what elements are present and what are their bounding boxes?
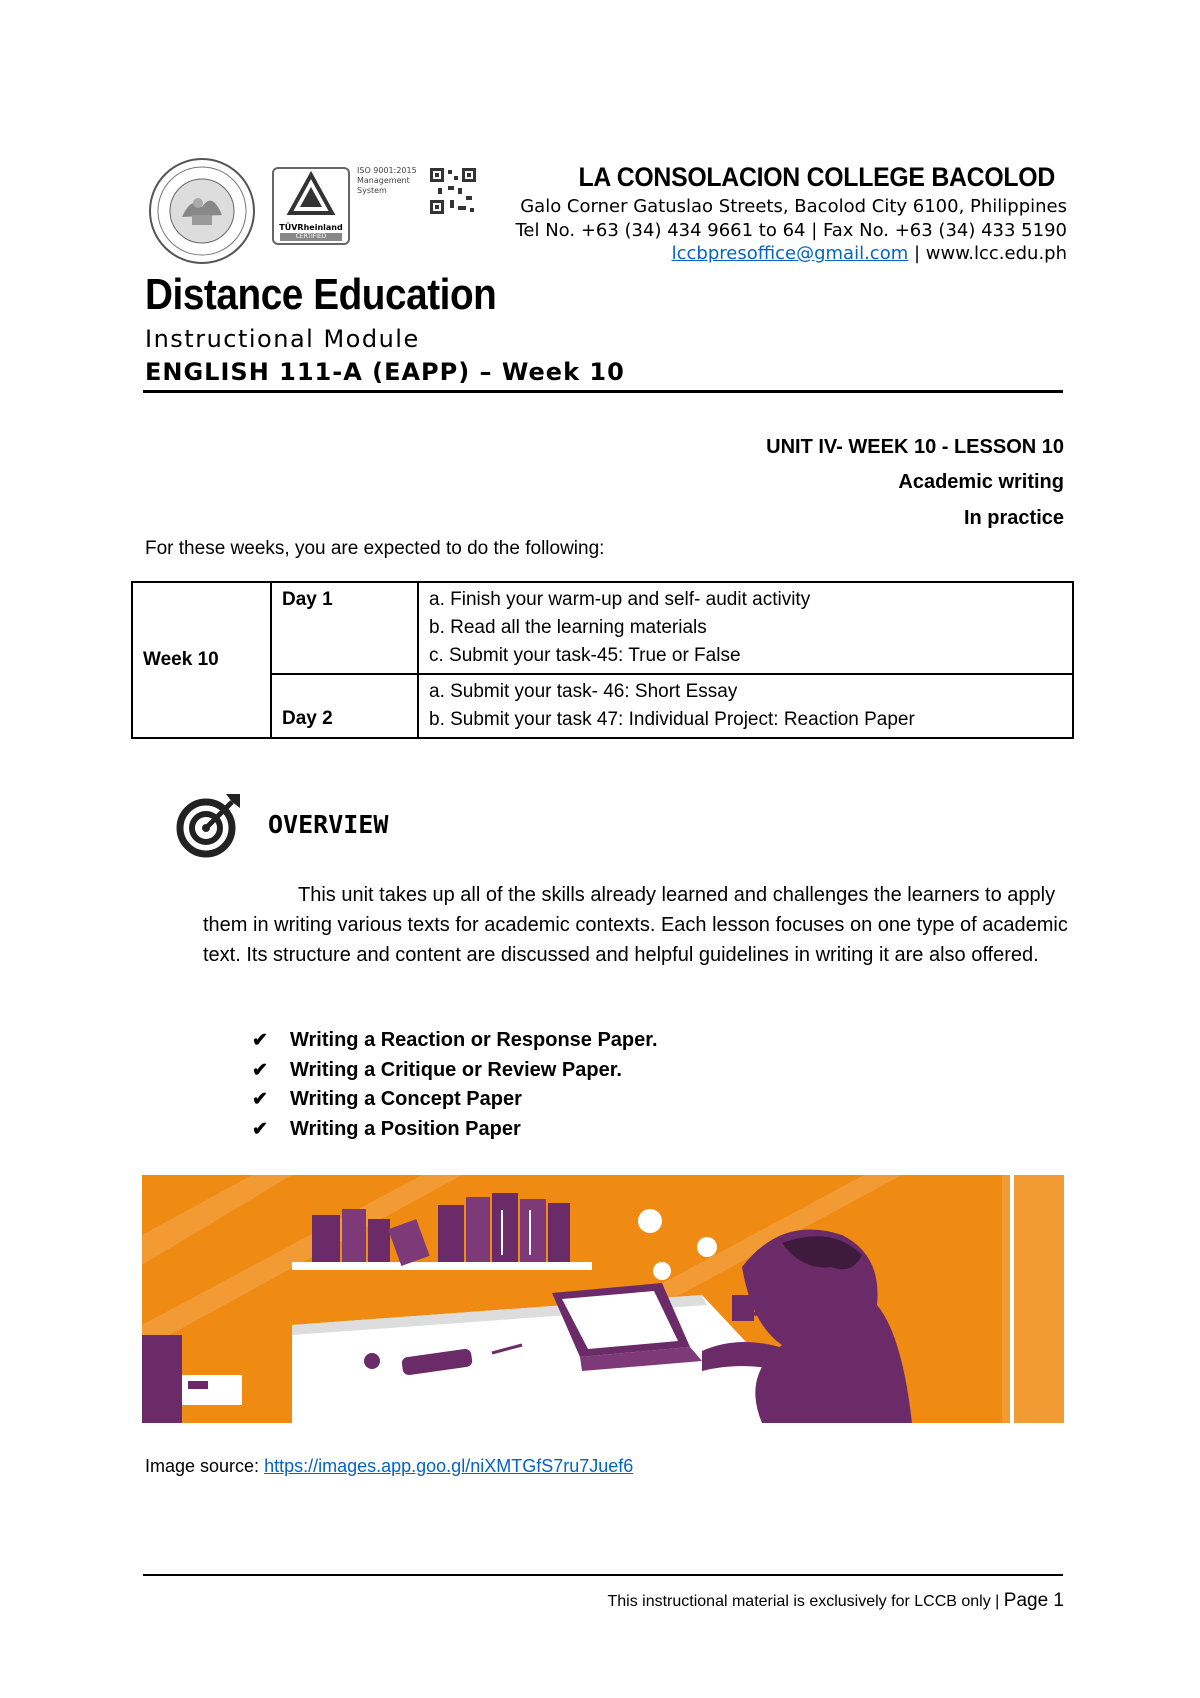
tuv-certification-logo <box>272 167 350 245</box>
table-row <box>132 674 1073 738</box>
image-source <box>145 1456 633 1477</box>
list-item <box>252 1056 658 1086</box>
contact-separator: | <box>908 243 926 264</box>
image-source-link[interactable]: https://images.app.goo.gl/niXMTGfS7ru7Juef6 <box>264 1456 634 1476</box>
day-2-label: Day 2 <box>282 708 333 729</box>
tuv-label: TÜVRheinland <box>279 223 343 232</box>
target-icon <box>176 790 244 858</box>
lesson-list <box>252 1026 658 1144</box>
module-label: Instructional Module <box>145 325 420 353</box>
task-item: c. Submit your task-45: True or False <box>429 645 741 666</box>
task-item: a. Submit your task- 46: Short Essay <box>429 681 738 702</box>
schedule-table <box>131 581 1074 739</box>
table-row <box>132 582 1073 674</box>
lesson-topic-2: In practice <box>963 507 1064 529</box>
footer-divider <box>143 1574 1063 1576</box>
list-item-text: Writing a Critique or Review Paper. <box>290 1058 622 1081</box>
day-2-cell <box>271 674 418 738</box>
email-link[interactable]: lccbpresoffice@gmail.com <box>671 243 909 264</box>
checkmark-icon: ✔ <box>252 1089 268 1110</box>
week-cell: Week 10 <box>132 582 271 738</box>
list-item-text: Writing a Position Paper <box>290 1117 521 1140</box>
list-item <box>252 1026 658 1056</box>
qr-code-icon <box>428 166 478 216</box>
intro-text: For these weeks, you are expected to do the following: <box>145 538 605 559</box>
triangle-icon <box>274 169 348 219</box>
overview-heading: OVERVIEW <box>268 810 389 839</box>
day-1-tasks <box>418 582 1073 674</box>
list-item-text: Writing a Concept Paper <box>290 1088 522 1110</box>
day-1-cell: Day 1 <box>271 582 418 674</box>
task-item: a. Finish your warm-up and self- audit activity <box>429 589 811 610</box>
college-name: LA CONSOLACION COLLEGE BACOLOD <box>578 162 1055 192</box>
college-seal-logo <box>148 157 256 265</box>
day-2-tasks <box>418 674 1073 738</box>
lesson-unit: UNIT IV- WEEK 10 - LESSON 10 <box>766 436 1064 458</box>
page-number: Page 1 <box>1003 1590 1064 1611</box>
footer <box>607 1590 1064 1612</box>
list-item <box>252 1115 658 1145</box>
overview-paragraph <box>203 880 1073 970</box>
tuv-sub-label: CERTIFIED <box>280 233 342 241</box>
page-title: Distance Education <box>145 270 497 319</box>
footer-text: This instructional material is exclusively for LCCB only | <box>607 1593 1004 1610</box>
college-address: Galo Corner Gatuslao Streets, Bacolod City 6100, Philippines <box>520 196 1067 217</box>
study-desk-illustration <box>142 1175 1064 1423</box>
checkmark-icon: ✔ <box>252 1059 268 1081</box>
website-link[interactable]: www.lcc.edu.ph <box>925 243 1067 264</box>
list-item-text: Writing a Reaction or Response Paper. <box>290 1029 658 1051</box>
image-source-label: Image source: <box>145 1456 265 1476</box>
list-item <box>252 1085 658 1115</box>
college-contact <box>672 243 1067 264</box>
header-divider <box>143 390 1063 393</box>
checkmark-icon: ✔ <box>252 1030 268 1051</box>
lesson-topic-1: Academic writing <box>898 471 1064 493</box>
checkmark-icon: ✔ <box>252 1118 268 1140</box>
college-phone: Tel No. +63 (34) 434 9661 to 64 | Fax No. +63 (34) 433 5190 <box>515 220 1067 241</box>
overview-text: This unit takes up all of the skills already learned and challenges the learners to apply them in writing various texts for academic contexts. Each lesson focuses on one type of academic text. Its structure and content are discussed and helpful guidelines in writing it are also offered. <box>203 884 1068 966</box>
task-item: b. Submit your task 47: Individual Project: Reaction Paper <box>429 709 915 730</box>
course-label: ENGLISH 111-A (EAPP) – Week 10 <box>145 358 625 386</box>
task-item: b. Read all the learning materials <box>429 617 707 638</box>
iso-label: ISO 9001:2015 Management System <box>357 166 417 195</box>
